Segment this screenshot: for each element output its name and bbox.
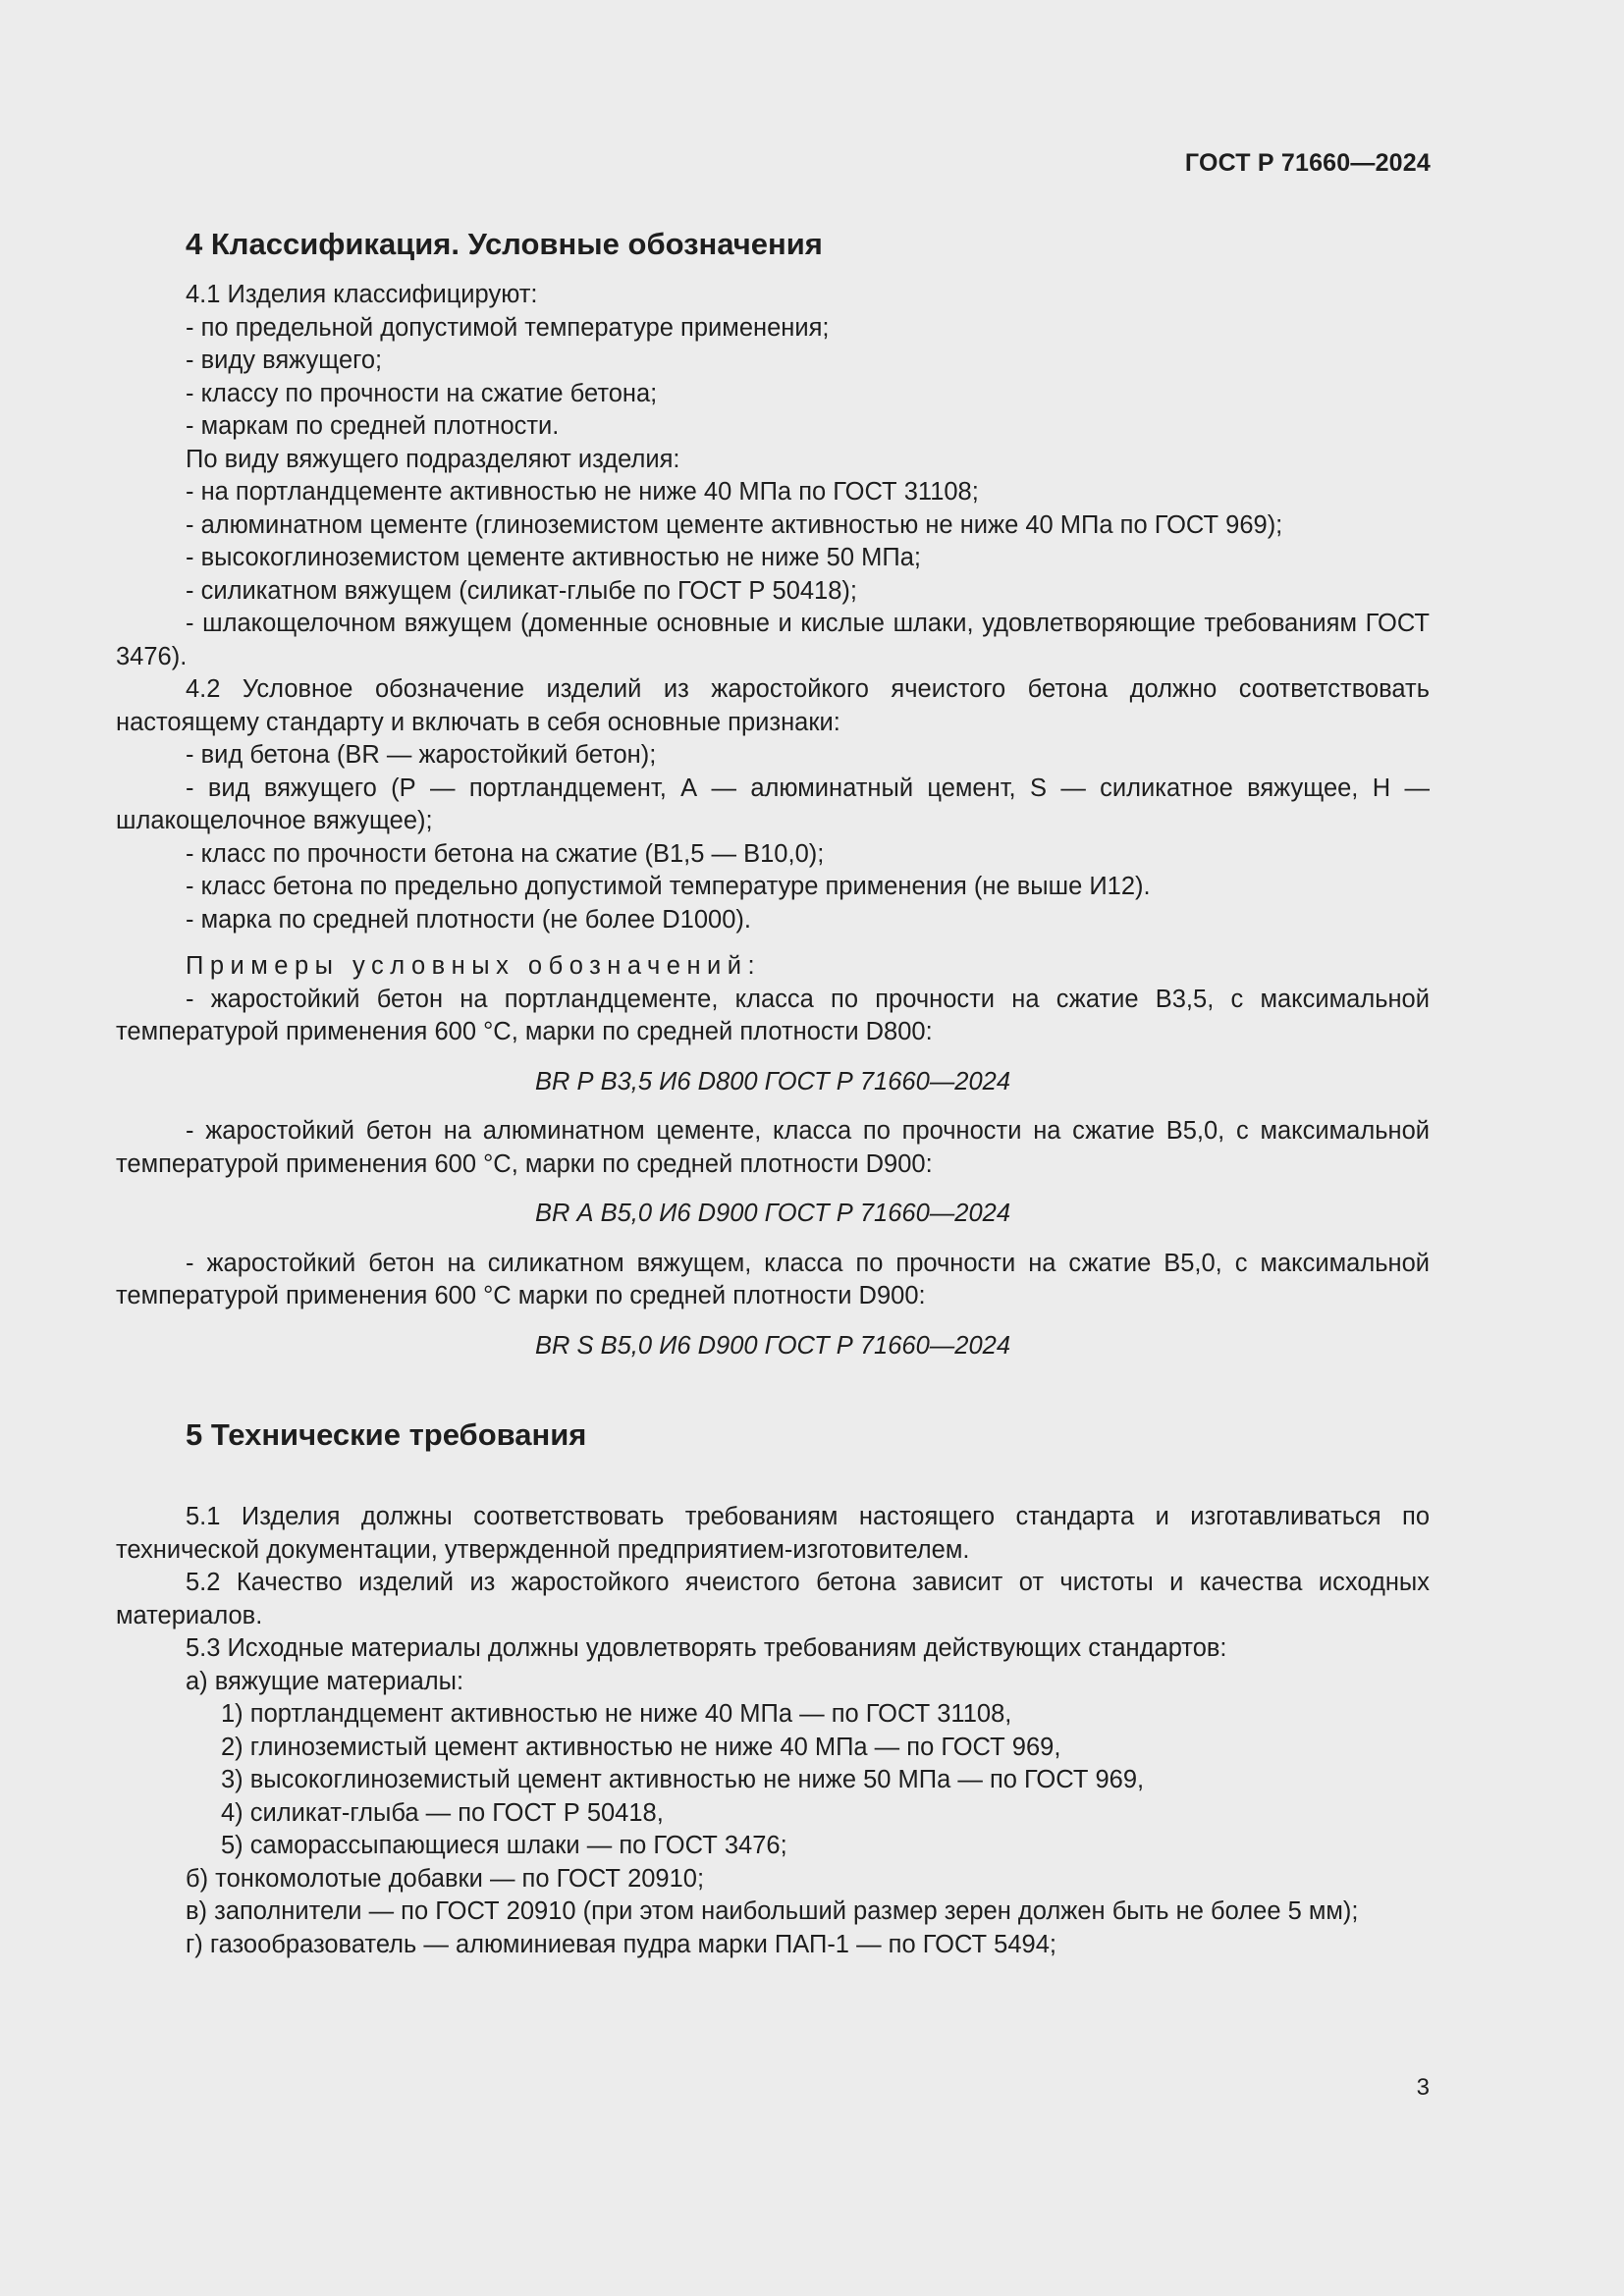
example-text: - жаростойкий бетон на алюминатном цементе, класса по прочности на сжатие В5,0, с максимальной температурой применения 600 °С, марки по средней плотности D900: xyxy=(116,1117,1430,1178)
example-code: BR Р В3,5 И6 D800 ГОСТ Р 71660—2024 xyxy=(534,1067,1010,1095)
clause-5-1: 5.1 Изделия должны соответствовать требованиям настоящего стандарта и изготавливаться по технической документации, утвержденной предприятием-изготовителем. xyxy=(116,1503,1430,1564)
list-item: - по предельной допустимой температуре применения; xyxy=(186,313,830,342)
page-number: 3 xyxy=(1416,2074,1430,2101)
list-item: - силикатном вяжущем (силикат-глыбе по ГОСТ Р 50418); xyxy=(186,576,857,605)
list-item: - маркам по средней плотности. xyxy=(186,412,560,440)
list-item: - на портландцементе активностью не ниже 40 МПа по ГОСТ 31108; xyxy=(186,478,979,506)
example-text: - жаростойкий бетон на портландцементе, класса по прочности на сжатие В3,5, с максимальной температурой применения 600 °С, марки по средней плотности D800: xyxy=(116,985,1430,1045)
clause-5-3: 5.3 Исходные материалы должны удовлетворять требованиям действующих стандартов: xyxy=(186,1634,1227,1662)
examples-title: Примеры условных обозначений: xyxy=(186,952,762,980)
list-item: 3) высокоглиноземистый цемент активностью не ниже 50 МПа — по ГОСТ 969, xyxy=(221,1766,1145,1793)
example-text: - жаростойкий бетон на силикатном вяжущем, класса по прочности на сжатие В5,0, с максимальной температурой применения 600 °С марки по средней плотности D900: xyxy=(116,1249,1430,1309)
list-item: - вид вяжущего (Р — портландцемент, А — алюминатный цемент, S — силикатное вяжущее, Н — шлакощелочное вяжущее); xyxy=(116,774,1430,834)
list-item: - классу по прочности на сжатие бетона; xyxy=(186,379,658,407)
section-4-title: 4 Классификация. Условные обозначения xyxy=(186,227,823,261)
list-item: - вид бетона (BR — жаростойкий бетон); xyxy=(186,741,657,769)
list-item-v: в) заполнители — по ГОСТ 20910 (при этом наибольший размер зерен должен быть не более 5 мм); xyxy=(186,1897,1359,1925)
list-item-a: а) вяжущие материалы: xyxy=(186,1667,464,1695)
document-header: ГОСТ Р 71660—2024 xyxy=(1184,149,1431,177)
section-5-title: 5 Технические требования xyxy=(186,1417,587,1452)
list-item: - высокоглиноземистом цементе активностью не ниже 50 МПа; xyxy=(186,544,921,571)
list-item: - марка по средней плотности (не более D1000). xyxy=(186,905,751,934)
list-item: - алюминатном цементе (глиноземистом цементе активностью не ниже 40 МПа по ГОСТ 969); xyxy=(186,510,1283,539)
list-item: - класс по прочности бетона на сжатие (В1,5 — В10,0); xyxy=(186,839,825,868)
list-item-g: г) газообразователь — алюминиевая пудра марки ПАП-1 — по ГОСТ 5494; xyxy=(186,1930,1056,1958)
page-content xyxy=(116,226,1430,1961)
list-item: - виду вяжущего; xyxy=(186,347,383,374)
example-code: BR А В5,0 И6 D900 ГОСТ Р 71660—2024 xyxy=(534,1200,1010,1227)
list-item: 4) силикат-глыба — по ГОСТ Р 50418, xyxy=(221,1798,664,1827)
list-item-b: б) тонкомолотые добавки — по ГОСТ 20910; xyxy=(186,1864,705,1893)
list-item: 2) глиноземистый цемент активностью не ниже 40 МПа — по ГОСТ 969, xyxy=(221,1733,1061,1761)
list-item: 1) портландцемент активностью не ниже 40 МПа — по ГОСТ 31108, xyxy=(221,1700,1012,1728)
list-item: 5) саморассыпающиеся шлаки — по ГОСТ 3476; xyxy=(221,1832,787,1859)
list-item: - шлакощелочном вяжущем (доменные основные и кислые шлаки, удовлетворяющие требованиям ГОСТ 3476). xyxy=(116,610,1430,670)
list-item: - класс бетона по предельно допустимой температуре применения (не выше И12). xyxy=(186,873,1151,900)
clause-4-1: 4.1 Изделия классифицируют: xyxy=(186,281,538,308)
example-code: BR S В5,0 И6 D900 ГОСТ Р 71660—2024 xyxy=(534,1331,1010,1360)
clause-5-2: 5.2 Качество изделий из жаростойкого ячеистого бетона зависит от чистоты и качества исходных материалов. xyxy=(116,1569,1430,1629)
clause-4-2: 4.2 Условное обозначение изделий из жаростойкого ячеистого бетона должно соответствовать настоящему стандарту и включать в себя основные признаки: xyxy=(116,675,1430,736)
binder-intro: По виду вяжущего подразделяют изделия: xyxy=(186,445,680,473)
